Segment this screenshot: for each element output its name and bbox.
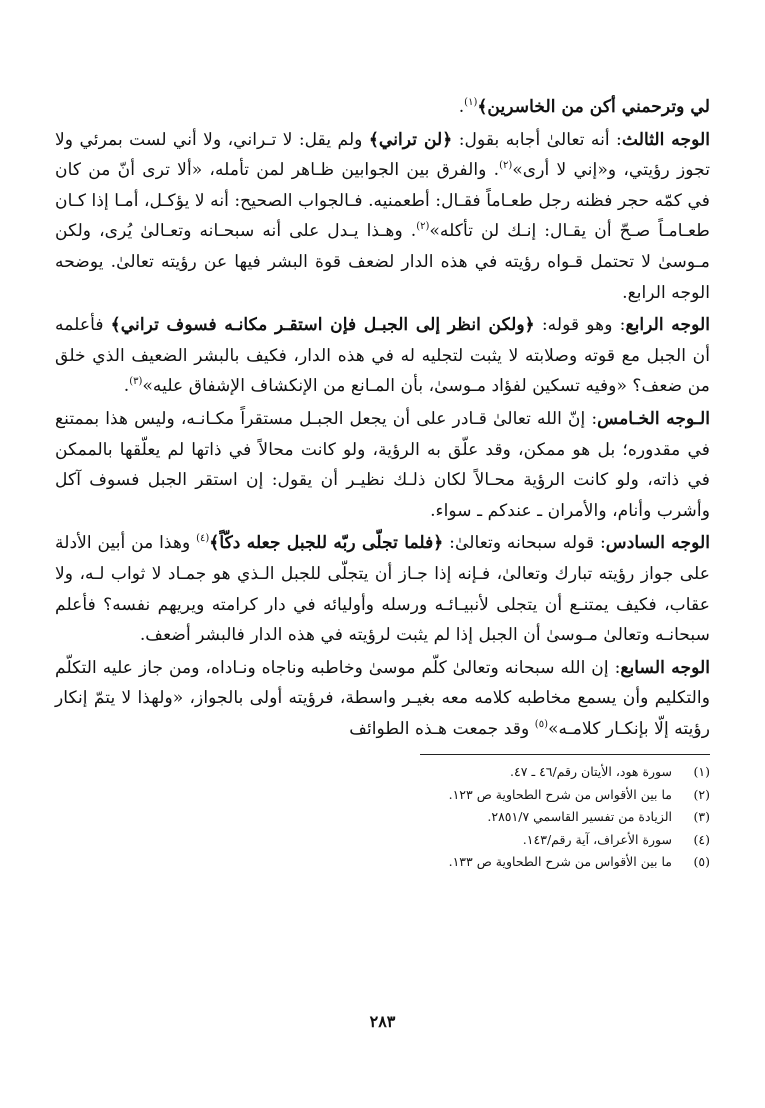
footnote xyxy=(55,784,710,807)
quran-quote: لي وترحمني أكن من الخاسرين﴾ xyxy=(477,97,710,117)
footnote xyxy=(55,806,710,829)
footnote-number: (٤) xyxy=(693,831,710,847)
paragraph xyxy=(55,653,710,745)
footnote-text: سورة الأعراف، آية رقم/١٤٣. xyxy=(522,831,672,847)
footnote-ref: (٥) xyxy=(534,718,548,730)
paragraph xyxy=(55,310,710,402)
footnote-number: (١) xyxy=(693,764,710,780)
quran-quote: ﴿ولكن انظر إلى الجبـل فإن استقـر مكانـه فسوف تراني﴾ xyxy=(110,315,535,336)
footnote-number: (٥) xyxy=(693,854,710,870)
section-heading: الـوجه الخـامس xyxy=(597,408,710,429)
footnotes xyxy=(55,761,710,874)
paragraph xyxy=(55,125,710,309)
paragraph-text: : قوله سبحانه وتعالىٰ: xyxy=(443,533,606,554)
paragraph xyxy=(55,92,710,123)
footnote-text: الزيادة من تفسير القاسمي ٢٨٥١/٧. xyxy=(487,809,672,825)
footnote-number: (٢) xyxy=(693,786,710,802)
main-text xyxy=(55,92,710,744)
paragraph xyxy=(55,404,710,526)
paragraph-text: . وهـذا يـدل على أنه سبحـانه وتعـالىٰ يُرى، ولكن مـوسىٰ لا تحتمل قـواه رؤيته في هذه الدار لضعف قوة البشر فيها عن رؤيته تعالىٰ. يوضحه الوجه الرابع. xyxy=(55,221,710,303)
paragraph-text: . xyxy=(123,376,130,397)
page-number: ٢٨٣ xyxy=(369,1012,396,1031)
footnote xyxy=(55,761,710,784)
footnote-ref: (٣) xyxy=(129,376,143,388)
footnote xyxy=(55,851,710,874)
paragraph xyxy=(55,528,710,650)
section-heading: الوجه السابع xyxy=(620,657,710,678)
section-heading: الوجه الثالث xyxy=(621,129,710,150)
footnote-divider xyxy=(420,754,710,755)
paragraph-text: : وهو قوله: xyxy=(534,315,626,336)
footnote xyxy=(55,829,710,852)
footnote-ref: (٢) xyxy=(416,221,430,233)
footnote-text: ما بين الأقواس من شرح الطحاوية ص ١٣٣. xyxy=(448,854,672,870)
footnote-number: (٣) xyxy=(693,809,710,825)
paragraph-text: وقد جمعت هـذه الطوائف xyxy=(349,718,535,739)
quran-quote: ﴿فلما تجلّى ربّه للجبل جعله دكّاً﴾ xyxy=(209,533,444,554)
footnote-ref: (٢) xyxy=(499,160,513,172)
quran-quote: ﴿لن تراني﴾ xyxy=(368,129,453,150)
paragraph-text: . xyxy=(458,97,465,117)
paragraph-text: . والفرق بين الجوابين ظـاهر لمن تأمله، «ألا ترى أنّ من كان في كمّه حجر فظنه رجل طعـاماً فقـال: أطعمنيه. فـالجواب الصحيح: أنه لا يؤكـل، أمـا إذا كـان طعـامـاً صـحّ أن يقـال: إنـك لن تأكله» xyxy=(55,160,710,242)
footnote-ref: (٤) xyxy=(196,533,210,545)
paragraph-text: فأعلمه أن الجبل مع قوته وصلابته لا يثبت لتجليه له في هذه الدار، فكيف بالبشر الضعيف الذي خلق من ضعف؟ «وفيه تسكين لفؤاد مـوسىٰ، بأن المـانع من الإنكشاف الإشفاق عليه» xyxy=(55,315,710,397)
section-heading: الوجه الرابع xyxy=(625,315,710,336)
footnote-text: سورة هود، الأيتان رقم/٤٦ ـ ٤٧. xyxy=(510,764,672,780)
paragraph-text: وهذا من أبين الأدلة على جواز رؤيته تبارك وتعالىٰ، فـإنه إذا جـاز أن يتجلّى للجبل الـذي هو جمـاد لا ثواب لـه، ولا عقاب، فكيف يمتنـع أن يتجلى لأنبيـائـه ورسله وأوليائه في دار كرامته ويريهم نفسه؟ فأعلم سبحانـه وتعالىٰ مـوسىٰ أن الجبل إذا لم يثبت لرؤيته في هذه الدار فالبشر أضعف. xyxy=(55,533,710,646)
footnote-text: ما بين الأقواس من شرح الطحاوية ص ١٢٣. xyxy=(448,786,672,802)
paragraph-text: : إن الله سبحانه وتعالىٰ كلّم موسىٰ وخاطبه وناجاه ونـاداه، ومن جاز عليه التكلّم والتكليم وأن يسمع مخاطبه كلامه معه بغيـر واسطة، فرؤيته أولى بالجواز، «ولهذا لا يتمّ إنكار رؤيته إلّا بإنكـار كلامـه» xyxy=(55,657,710,739)
paragraph-text: : إنّ الله تعالىٰ قـادر على أن يجعل الجبـل مستقراً مكـانـه، وليس هذا بممتنع في مقدوره؛ بل هو ممكن، وقد علّق به الرؤية، ولو كانت محالاً في ذاتها لم يعلّقها بالممكن في ذاته، ولو كانت الرؤية محـالاً لكان ذلـك نظيـر أن يقول: إن استقر الجبل فسوف آكل وأشرب وأنام، والأمران ـ عندكم ـ سواء. xyxy=(55,408,710,521)
paragraph-text: : أنه تعالىٰ أجابه بقول: xyxy=(452,129,622,150)
section-heading: الوجه السادس xyxy=(605,533,711,554)
paragraph-text: ولم يقل: لا تـراني، ولا أني لست بمرئي ولا تجوز رؤيتي، و«إني لا أرى» xyxy=(55,129,710,181)
footnote-ref: (١) xyxy=(464,97,478,108)
